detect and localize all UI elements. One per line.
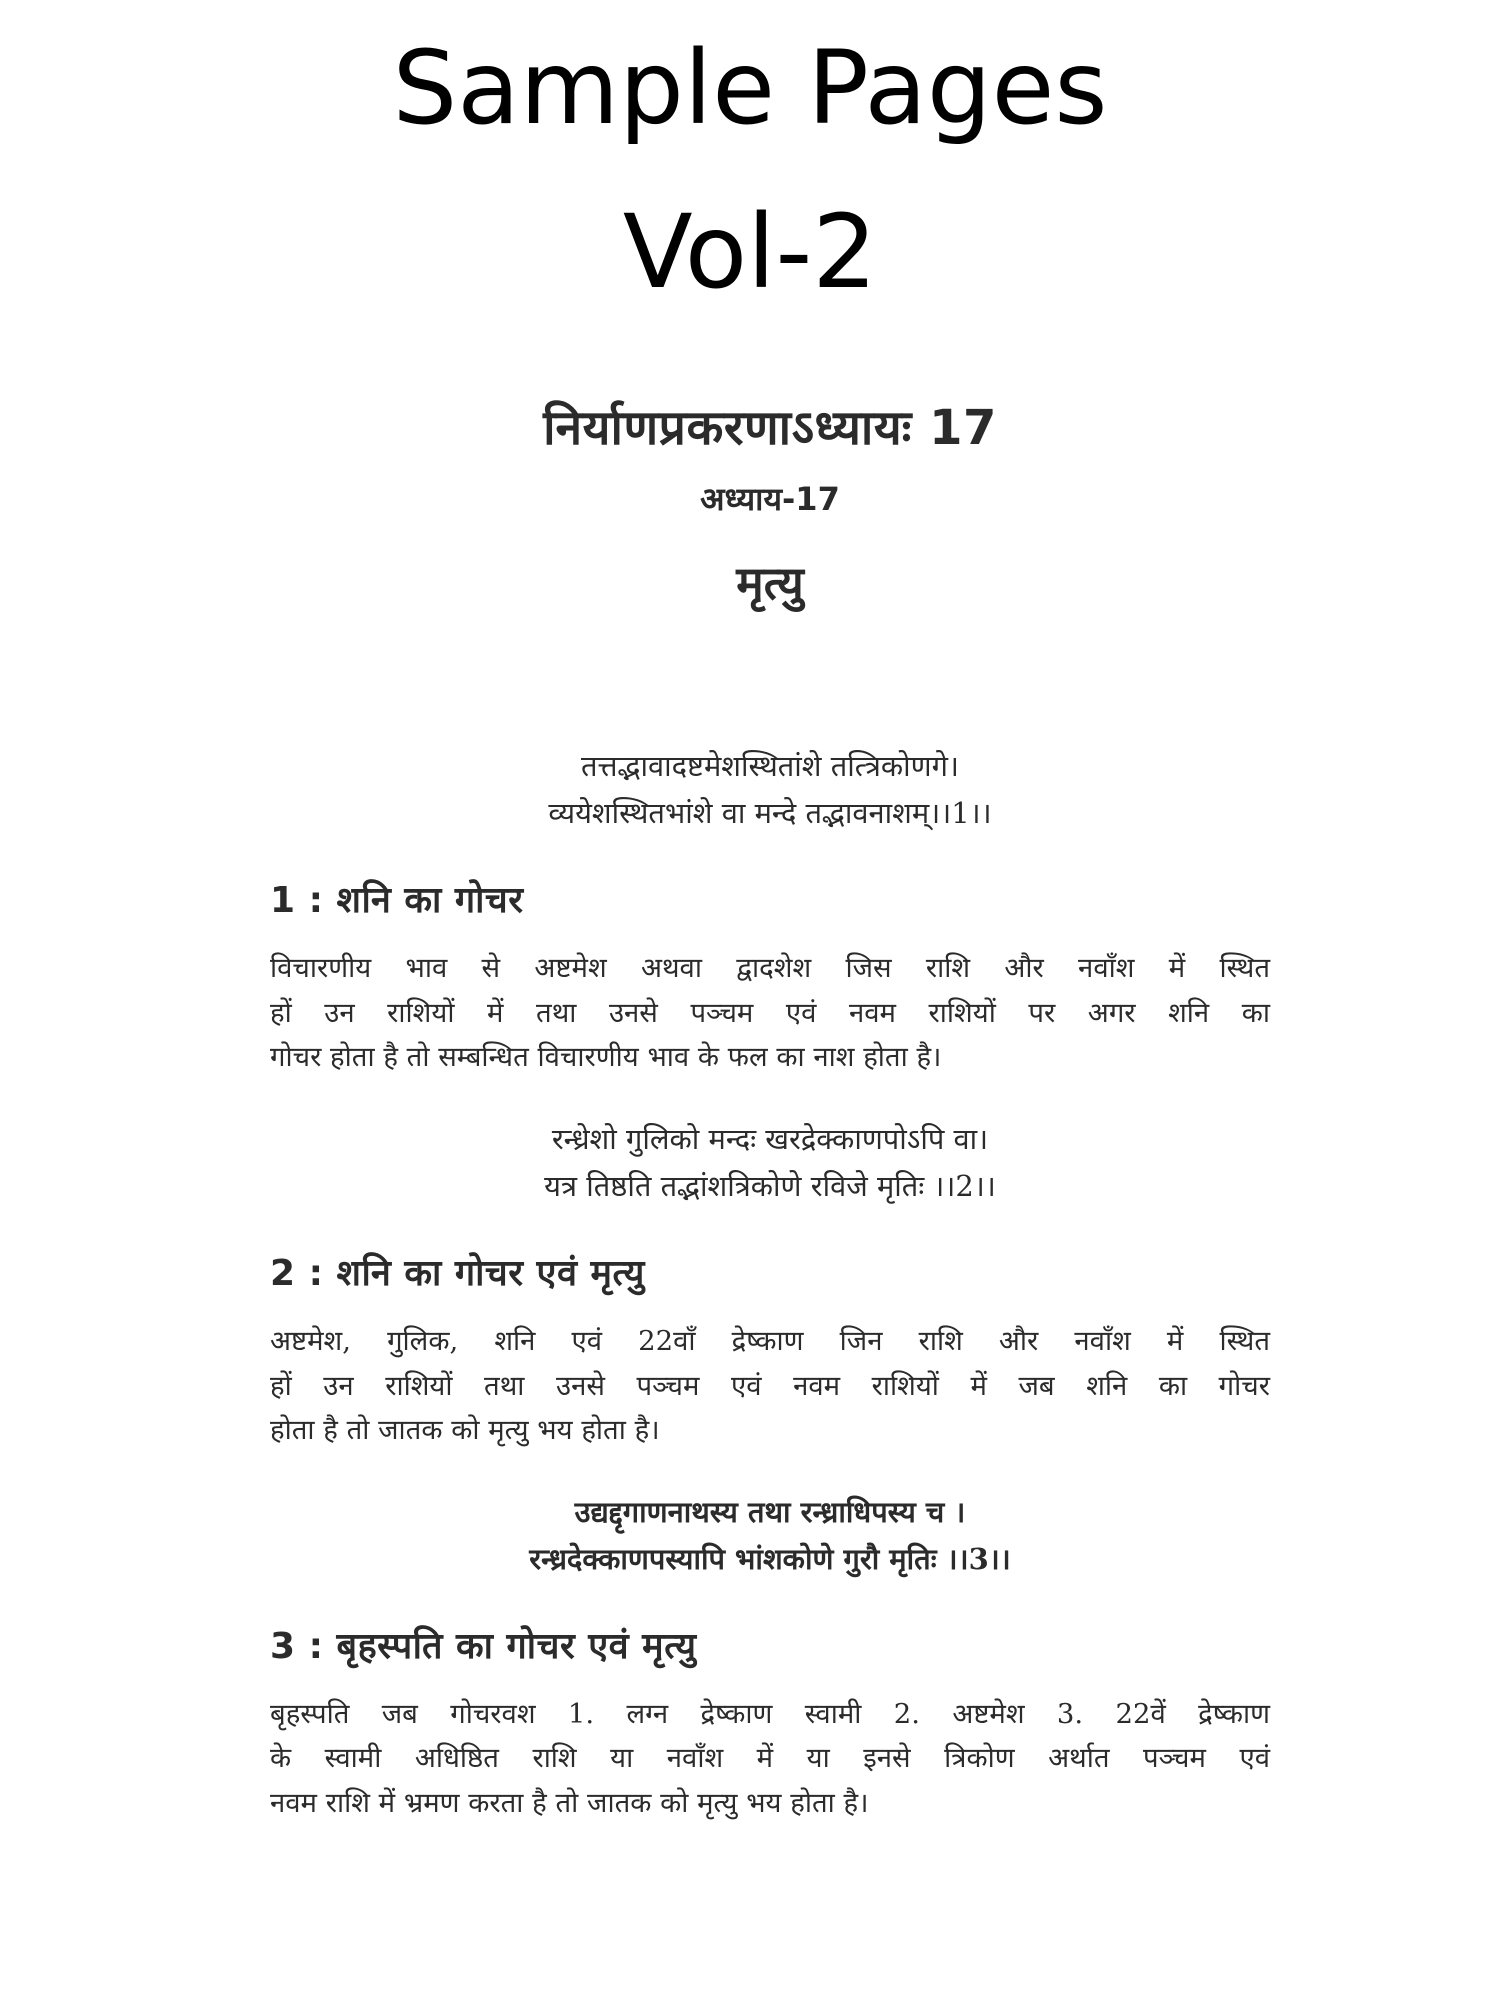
- section-body-3: [270, 1692, 1270, 1826]
- body-line: होता है तो जातक को मृत्यु भय होता है।: [270, 1414, 660, 1447]
- verse-2: [270, 1116, 1270, 1210]
- section-heading-2: 2 : शनि का गोचर एवं मृत्यु: [270, 1252, 645, 1294]
- body-line: विचारणीय भाव से अष्टमेश अथवा द्वादशेश जिस राशि और नवाँश में स्थित: [270, 952, 1270, 985]
- book-page: [270, 400, 1270, 1861]
- chapter-name: मृत्यु: [736, 555, 804, 610]
- banner-title: Sample Pages: [392, 29, 1108, 148]
- chapter-subtitle: अध्याय-17: [700, 479, 840, 518]
- body-line: हों उन राशियों में तथा उनसे पञ्चम एवं नवम राशियों पर अगर शनि का: [270, 996, 1270, 1029]
- section-heading-3: 3 : बृहस्पति का गोचर एवं मृत्यु: [270, 1625, 697, 1667]
- chapter-title: निर्याणप्रकरणाऽध्यायः 17: [543, 400, 997, 456]
- verse-line: रन्ध्रेशो गुलिको मन्दः खरद्रेक्काणपोऽपि वा।: [551, 1121, 989, 1156]
- body-line: बृहस्पति जब गोचरवश 1. लग्न द्रेष्काण स्वामी 2. अष्टमेश 3. 22वें द्रेष्काण: [270, 1697, 1270, 1730]
- banner-volume: Vol-2: [622, 193, 878, 312]
- body-line: के स्वामी अधिष्ठित राशि या नवाँश में या इनसे त्रिकोण अर्थात पञ्चम एवं: [270, 1742, 1270, 1775]
- verse-line: यत्र तिष्ठति तद्भांशत्रिकोणे रविजे मृतिः ।।2।।: [544, 1168, 996, 1203]
- section-body-2: [270, 1319, 1270, 1453]
- verse-line: तत्तद्भावादष्टमेशस्थितांशे तत्त्रिकोणगे।: [581, 749, 959, 784]
- body-line: गोचर होता है तो सम्बन्धित विचारणीय भाव के फल का नाश होता है।: [270, 1041, 942, 1074]
- verse-1: [270, 743, 1270, 837]
- verse-3: [270, 1489, 1270, 1583]
- section-body-1: [270, 946, 1270, 1080]
- body-line: नवम राशि में भ्रमण करता है तो जातक को मृत्यु भय होता है।: [270, 1786, 869, 1819]
- verse-line: रन्ध्रदेक्काणपस्यापि भांशकोणे गुरौ मृतिः ।।3।।: [529, 1541, 1011, 1576]
- verse-line: व्ययेशस्थितभांशे वा मन्दे तद्भावनाशम्।।1।।: [548, 796, 992, 831]
- body-line: हों उन राशियों तथा उनसे पञ्चम एवं नवम राशियों में जब शनि का गोचर: [270, 1369, 1270, 1402]
- verse-line: उद्यद्दृगाणनाथस्य तथा रन्ध्राधिपस्य च ।: [574, 1494, 966, 1529]
- body-line: अष्टमेश, गुलिक, शनि एवं 22वाँ द्रेष्काण जिन राशि और नवाँश में स्थित: [270, 1325, 1270, 1358]
- section-heading-1: 1 : शनि का गोचर: [270, 880, 524, 922]
